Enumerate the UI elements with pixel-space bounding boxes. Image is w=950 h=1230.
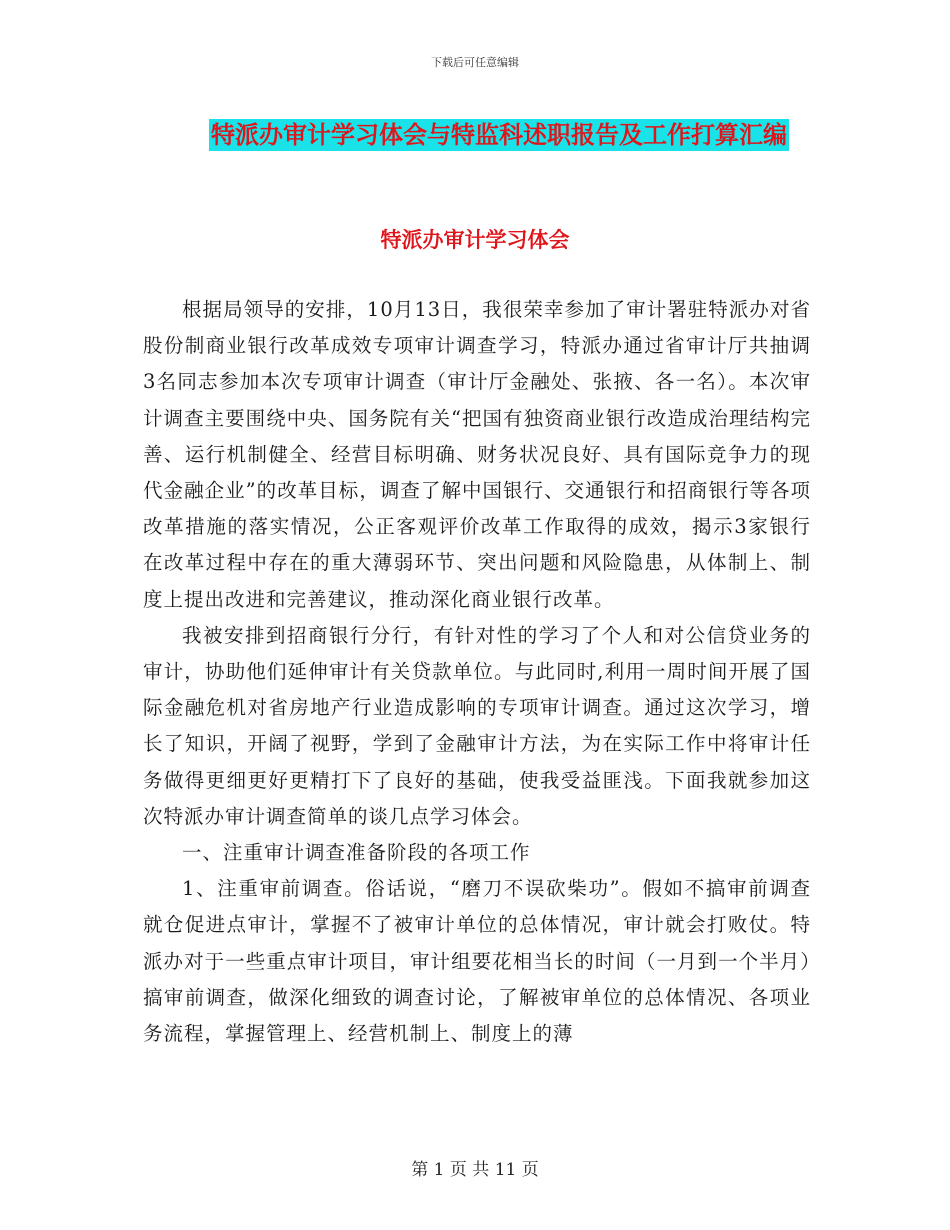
page-footer: 第 1 页 共 11 页	[411, 1160, 539, 1180]
document-title-text: 特派办审计学习体会与特监科述职报告及工作打算汇编	[211, 121, 787, 149]
paragraph-1: 根据局领导的安排，10月13日，我很荣幸参加了审计署驻特派办对省股份制商业银行改革成效专项审计调查学习，特派办通过省审计厅共抽调3名同志参加本次专项审计调查（审计厅金融处、张掖、各一名）。本次审计调查主要围绕中央、国务院有关“把国有独资商业银行改造成治理结构完善、运行机制健全、经营目标明确、财务状况良好、具有国际竞争力的现代金融企业”的改革目标，调查了解中国银行、交通银行和招商银行等各项改革措施的落实情况，公正客观评价改革工作取得的成效，揭示3家银行在改革过程中存在的重大薄弱环节、突出问题和风险隐患，从体制上、制度上提出改进和完善建议，推动深化商业银行改革。	[143, 298, 811, 611]
document-body	[143, 292, 811, 1052]
paragraph-2: 我被安排到招商银行分行，有针对性的学习了个人和对公信贷业务的审计，协助他们延伸审计有关贷款单位。与此同时,利用一周时间开展了国际金融危机对省房地产行业造成影响的专项审计调查。通过这次学习，增长了知识，开阔了视野，学到了金融审计方法，为在实际工作中将审计任务做得更细更好更精打下了良好的基础，使我受益匪浅。下面我就参加这次特派办审计调查简单的谈几点学习体会。	[143, 623, 811, 828]
document-title	[192, 112, 806, 158]
heading-paragraph-3: 一、注重审计调查准备阶段的各项工作	[182, 841, 531, 865]
paragraph-4: 1、注重审前调查。俗话说，“磨刀不误砍柴功”。假如不搞审前调查就仓促进点审计，掌握不了被审计单位的总体情况，审计就会打败仗。特派办对于一些重点审计项目，审计组要花相当长的时间（一月到一个半月）搞审前调查，做深化细致的调查讨论，了解被审单位的总体情况、各项业务流程，掌握管理上、经营机制上、制度上的薄	[143, 877, 811, 1046]
page-header-note: 下载后可任意编辑	[431, 56, 519, 69]
section-title: 特派办审计学习体会	[380, 228, 570, 252]
